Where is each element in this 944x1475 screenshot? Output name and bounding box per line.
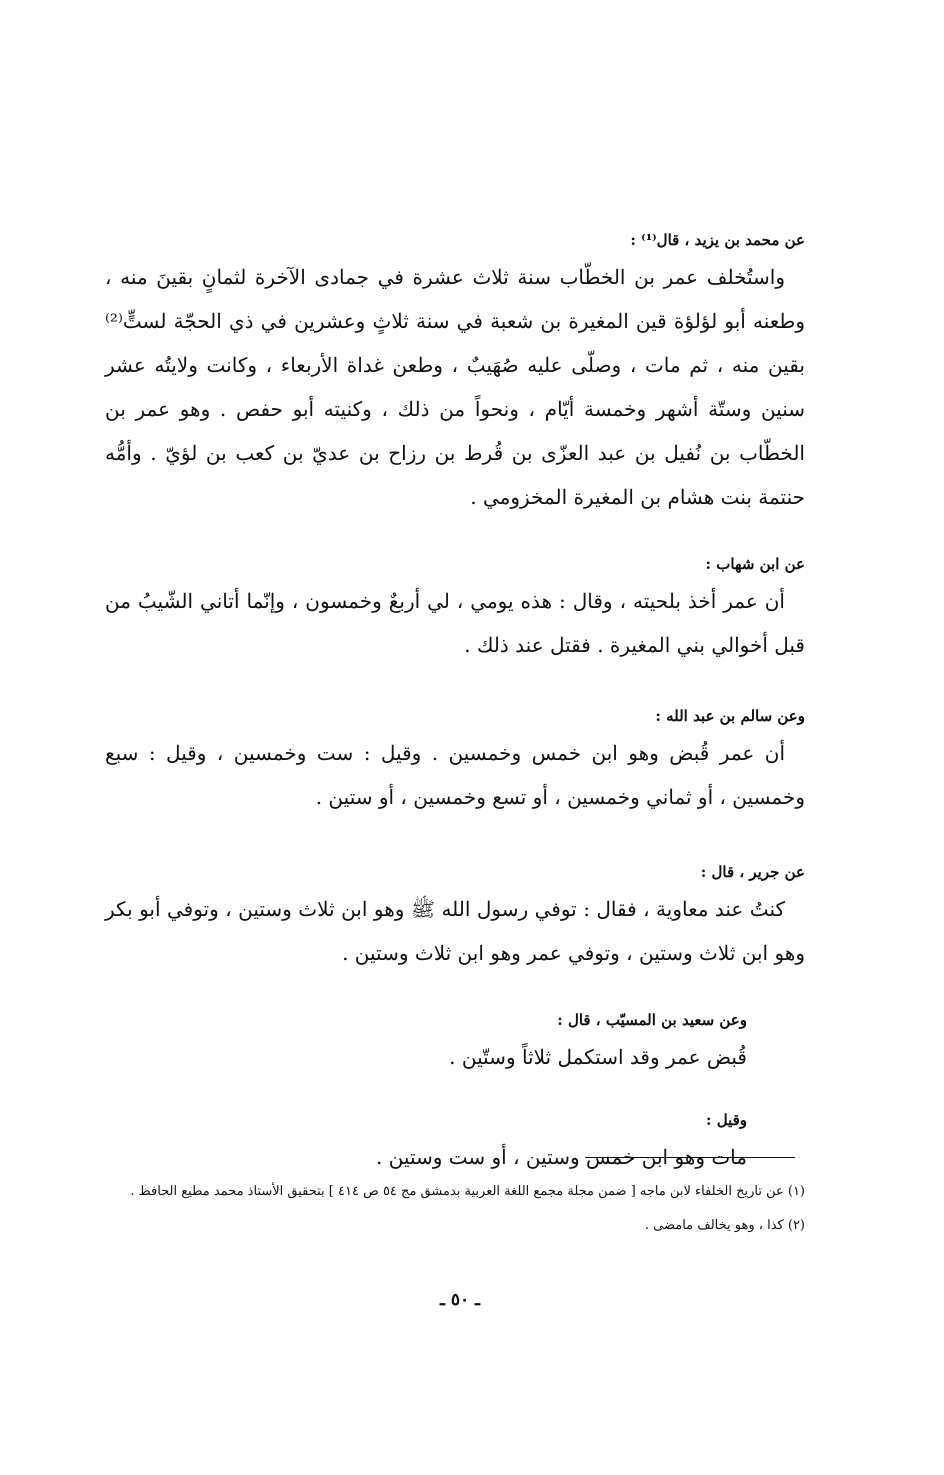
paragraph: مات وهو ابن خمس وستين ، أو ست وستين . [375, 1145, 747, 1169]
paragraph: واستُخلف عمر بن الخطّاب سنة ثلاث عشرة في جمادى الآخرة لثمانٍ بقينَ منه ، وطعنه أبو لؤلؤة قين المغيرة بن شعبة في سنة ثلاثٍ وعشرين في ذي الحجّة لستٍّ⁽²⁾ بقين منه ، ثم مات ، وصلّى عليه صُهَيبٌ ، وطعن غداة الأربعاء ، وكانت ولايتُه عشر سنين وستّة أشهر وخمسة أيّام ، ونحواً من ذلك ، وكنيته أبو حفص . وهو عمر بن الخطّاب بن نُفيل بن عبد العزّى بن قُرط بن رزاح بن عديّ بن كعب بن لؤيّ . وأمُّه حنتمة بنت هشام بن المغيرة المخزومي . [105, 265, 805, 509]
section-narration-6 [105, 1105, 805, 1179]
paragraph: أن عمر قُبض وهو ابن خمس وخمسين . وقيل : ست وخمسين ، وقيل : سبع وخمسين ، أو ثماني وخمسين ، أو تسع وخمسين ، أو ستين . [105, 741, 805, 809]
footnote-1: (١) عن تاريخ الخلفاء لابن ماجه [ ضمن مجلة مجمع اللغة العربية بدمشق مج ٥٤ ص ٤١٤ ] بتحقيق الأستاذ محمد مطيع الحافظ . [130, 1184, 805, 1199]
section-narration-1 [105, 225, 805, 519]
paragraph: قُبض عمر وقد استكمل ثلاثاً وستّين . [449, 1045, 747, 1069]
section-narration-3 [105, 701, 805, 819]
main-text [105, 225, 805, 1179]
narrator-line: عن جرير ، قال : [700, 863, 805, 881]
footnote-2: (٢) كذا ، وهو يخالف مامضى . [644, 1218, 805, 1233]
paragraph: كنتُ عند معاوية ، فقال : توفي رسول الله ﷺ وهو ابن ثلاث وستين ، وتوفي أبو بكر وهو ابن ثلاث وستين ، وتوفي عمر وهو ابن ثلاث وستين . [105, 897, 805, 965]
page-number: ـ ٥٠ ـ [439, 1290, 481, 1310]
paragraph: أن عمر أخذ بلحيته ، وقال : هذه يومي ، لي أربعٌ وخمسون ، وإنّما أتاني الشّيبُ من قبل أخوالي بني المغيرة . فقتل عند ذلك . [105, 589, 805, 657]
footnote-divider [585, 1157, 795, 1158]
narrator-line: وعن سالم بن عبد الله : [655, 707, 805, 725]
section-narration-2 [105, 549, 805, 667]
section-narration-5 [105, 1005, 805, 1079]
narrator-line: وعن سعيد بن المسيّب ، قال : [557, 1011, 747, 1029]
narrator-line: عن محمد بن يزيد ، قال⁽¹⁾ : [630, 231, 805, 249]
narrator-line: وقيل : [705, 1111, 747, 1129]
section-narration-4 [105, 857, 805, 975]
footnotes [105, 1175, 805, 1243]
narrator-line: عن ابن شهاب : [705, 555, 805, 573]
